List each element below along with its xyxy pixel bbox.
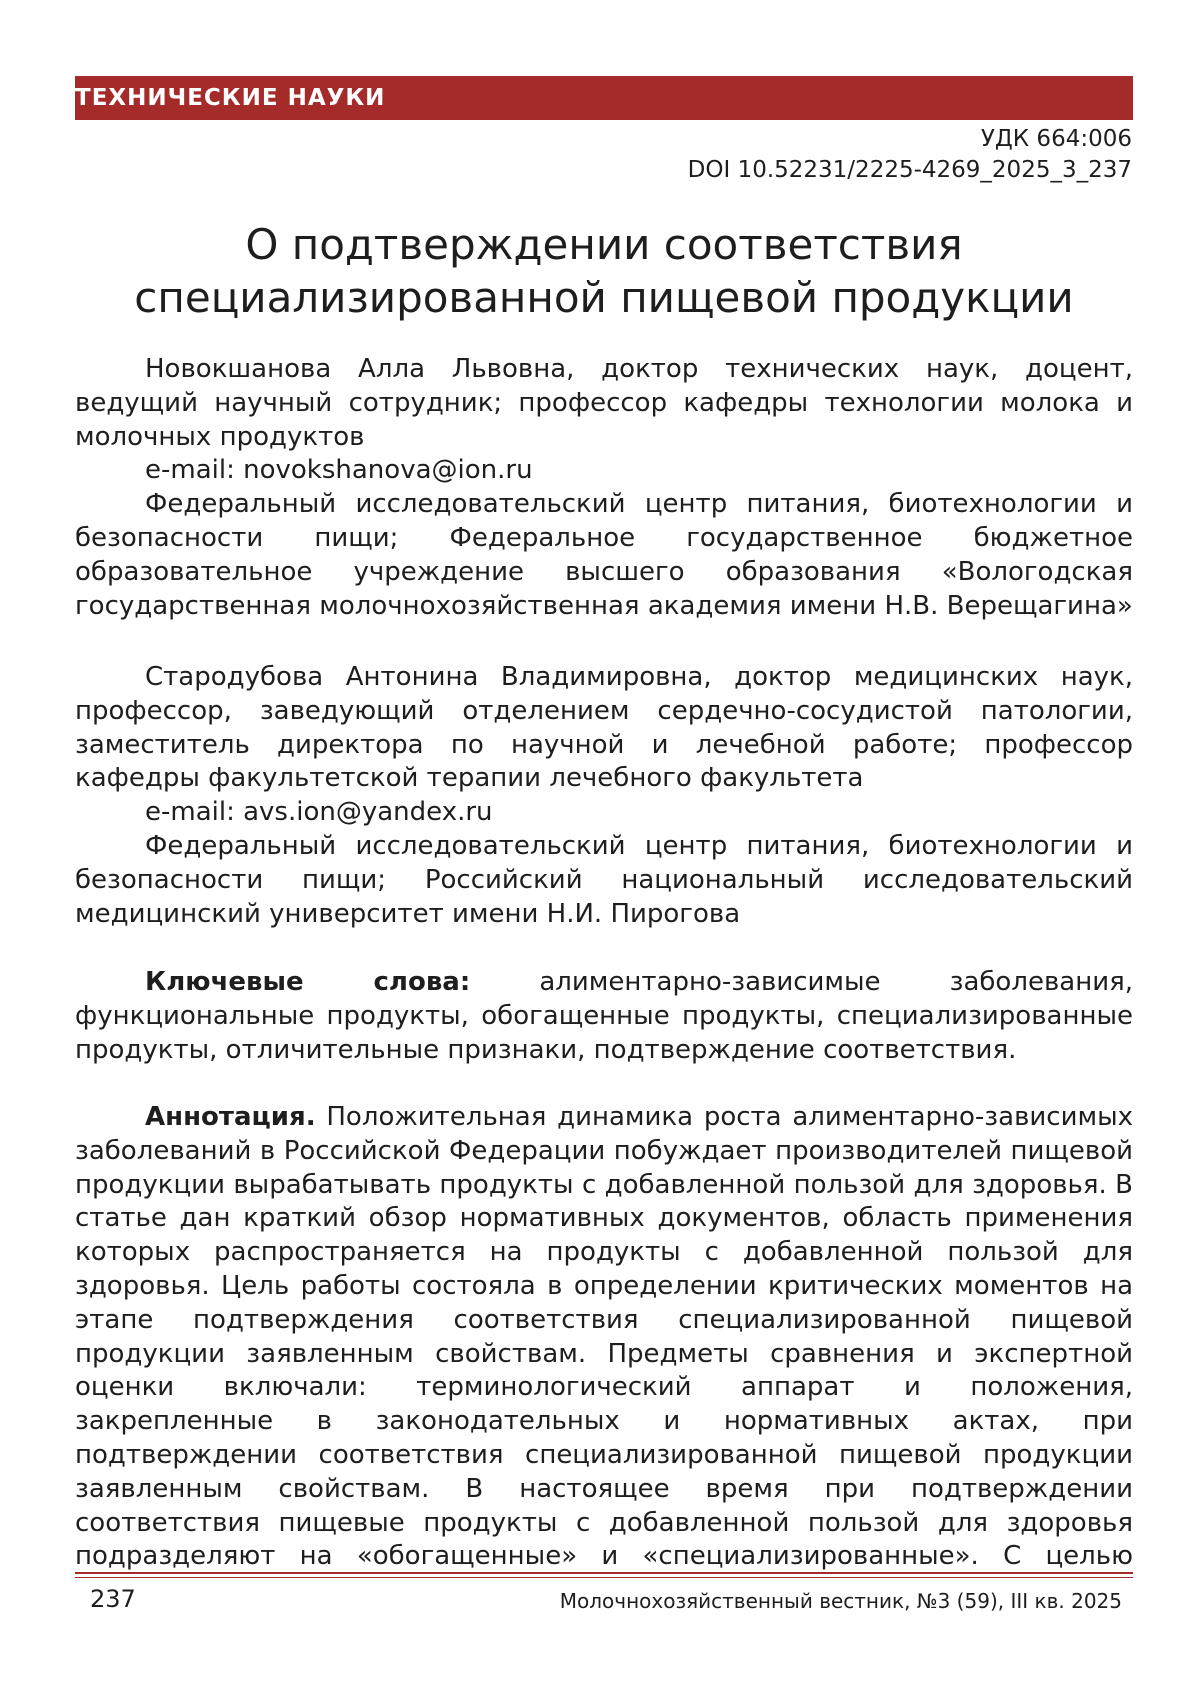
abstract-label: Аннотация.: [145, 1102, 316, 1132]
footer-rule-thin: [75, 1577, 1133, 1578]
title-line-2: специализированной пищевой продукции: [75, 271, 1133, 324]
footer-rule: [75, 1572, 1133, 1574]
keywords-text: алиментарно-зависимые заболевания, функциональные продукты, обогащенные продукты, специализированные продукты, отличительные признаки, подтверждение соответствия.: [75, 967, 1133, 1065]
udc-code: УДК 664:006: [981, 126, 1132, 152]
author-email: e-mail: novokshanova@ion.ru: [75, 454, 1133, 488]
author-email: e-mail: avs.ion@yandex.ru: [75, 796, 1133, 830]
author-description: Стародубова Антонина Владимировна, доктор медицинских наук, профессор, заведующий отделением сердечно-сосудистой патологии, заместитель директора по научной и лечебной работе; профессор кафедры факультетской терапии лечебного факультета: [75, 661, 1133, 796]
doi: DOI 10.52231/2225-4269_2025_3_237: [688, 157, 1132, 183]
keywords-block: [75, 966, 1133, 1067]
keywords-label: Ключевые слова:: [145, 967, 470, 997]
title-line-1: О подтверждении соответствия: [75, 218, 1133, 271]
article-title: [75, 218, 1133, 324]
abstract-block: [75, 1101, 1133, 1574]
author-block-1: [75, 353, 1133, 623]
section-title: ТЕХНИЧЕСКИЕ НАУКИ: [75, 85, 385, 111]
page-number: 237: [90, 1585, 136, 1613]
author-affiliation: Федеральный исследовательский центр питания, биотехнологии и безопасности пищи; Российский национальный исследовательский медицинский университет имени Н.И. Пирогова: [75, 830, 1133, 931]
author-affiliation: Федеральный исследовательский центр питания, биотехнологии и безопасности пищи; Федеральное государственное бюджетное образовательное учреждение высшего образования «Вологодская государственная молочнохозяйственная академия имени Н.В. Верещагина»: [75, 488, 1133, 623]
author-block-2: [75, 661, 1133, 931]
abstract-text: Положительная динамика роста алиментарно-зависимых заболеваний в Российской Федерации побуждает производителей пищевой продукции вырабатывать продукты с добавленной пользой для здоровья. В статье дан краткий обзор нормативных документов, область применения которых распространяется на продукты с добавленной пользой для здоровья. Цель работы состояла в определении критических моментов на этапе подтверждения соответствия специализированной пищевой продукции заявленным свойствам. Предметы сравнения и экспертной оценки включали: терминологический аппарат и положения, закрепленные в законодательных и нормативных актах, при подтверждении соответствия специализированной пищевой продукции заявленным свойствам. В настоящее время при подтверждении соответствия пищевые продукты с добавленной пользой для здоровья подразделяют на «обогащенные» и «специализированные». С целью: [75, 1102, 1133, 1571]
author-description: Новокшанова Алла Львовна, доктор технических наук, доцент, ведущий научный сотрудник; профессор кафедры технологии молока и молочных продуктов: [75, 353, 1133, 454]
journal-name: Молочнохозяйственный вестник, №3 (59), III кв. 2025: [560, 1589, 1122, 1613]
section-header: [75, 76, 1133, 120]
